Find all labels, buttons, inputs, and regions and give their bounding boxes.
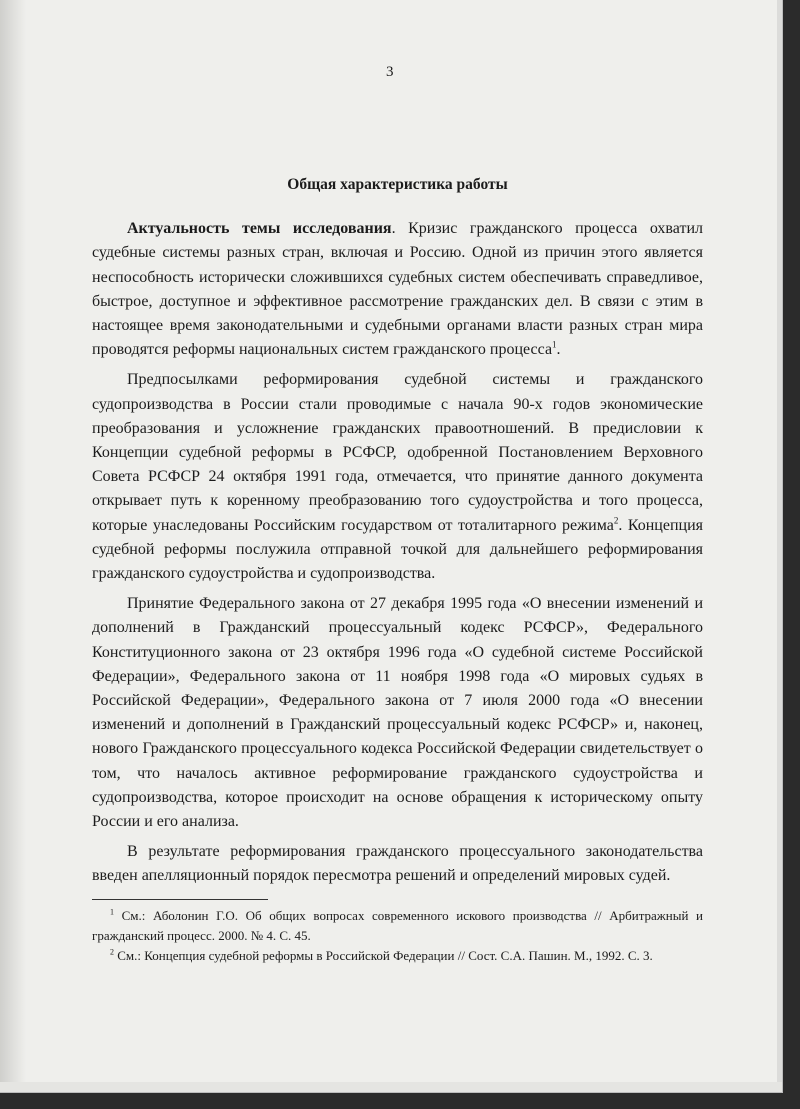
section-title: Общая характеристика работы (287, 176, 508, 193)
paragraph-1-lead: Актуальность темы исследования (127, 220, 392, 238)
page-gutter-shadow (0, 0, 26, 1092)
paragraph-2 (92, 368, 703, 586)
paragraph-2-text: Предпосылками реформирования судебной системы и гражданского судопроизводства в России стали проводимые с начала 90-х годов экономические преобразования и усложнение гражданских правоотношений. В предисловии к Концепции судебной реформы в РСФСР, одобренной Постановлением Верховного Совета РСФСР 24 октября 1991 года, отмечается, что принятие данного документа открывает путь к коренному преобразованию того судоустройства и того процесса, которые унаследованы Российским государством от тоталитарного режима (92, 371, 703, 534)
footnote-2-text: См.: Концепция судебной реформы в Российской Федерации // Сост. С.А. Пашин. М., 1992. С. 3. (114, 947, 653, 963)
footnote-ref-1: 1 (552, 339, 557, 350)
footnote-2 (92, 946, 703, 966)
paragraph-2-tail: . Концепция судебной реформы послужила отправной точкой для дальнейшего реформирования гражданского судоустройства и судопроизводства. (92, 516, 703, 583)
page-edge-right (777, 0, 782, 1092)
page-number: 3 (386, 64, 394, 80)
paragraph-1-text: . Кризис гражданского процесса охватил судебные системы разных стран, включая и Россию. Одной из причин этого является неспособность исторически сложившихся судебных систем обеспечивать справедливое, быстрое, доступное и эффективное рассмотрение гражданских дел. В связи с этим в настоящее время законодательными и судебными органами власти разных стран мира проводятся реформы национальных систем гражданского процесса (92, 220, 703, 359)
paragraph-3: Принятие Федерального закона от 27 декабря 1995 года «О внесении изменений и дополнений в Гражданский процессуальный кодекс РСФСР», Федерального Конституционного закона от 23 октября 1996 года «О судебной системе Российской Федерации», Федерального закона от 11 ноября 1998 года «О мировых судьях в Российской Федерации», Федерального закона от 7 июля 2000 года «О внесении изменений и дополнений в Гражданский процессуальный кодекс РСФСР» и, наконец, нового Гражданского процессуального кодекса Российской Федерации свидетельствует о том, что началось активное реформирование гражданского судоустройства и судопроизводства, которое происходит на основе обращения к историческому опыту России и его анализа. (92, 595, 703, 831)
page-content (92, 173, 703, 966)
page-edge-bottom (0, 1082, 782, 1092)
paragraph-1-tail: . (556, 341, 561, 359)
footnote-2-mark: 2 (110, 947, 114, 957)
footnote-1 (92, 906, 703, 946)
footnote-1-text: См.: Аболонин Г.О. Об общих вопросах современного искового производства // Арбитражный и гражданский процесс. 2000. № 4. С. 45. (92, 907, 703, 943)
paragraph-4: В результате реформирования гражданского процессуального законодательства введен апелляционный порядок пересмотра решений и определений мировых судей. (92, 843, 703, 885)
paragraph-1 (92, 217, 703, 362)
footnote-ref-2: 2 (613, 515, 619, 526)
footnote-1-mark: 1 (110, 907, 114, 917)
footnote-divider (92, 899, 268, 900)
